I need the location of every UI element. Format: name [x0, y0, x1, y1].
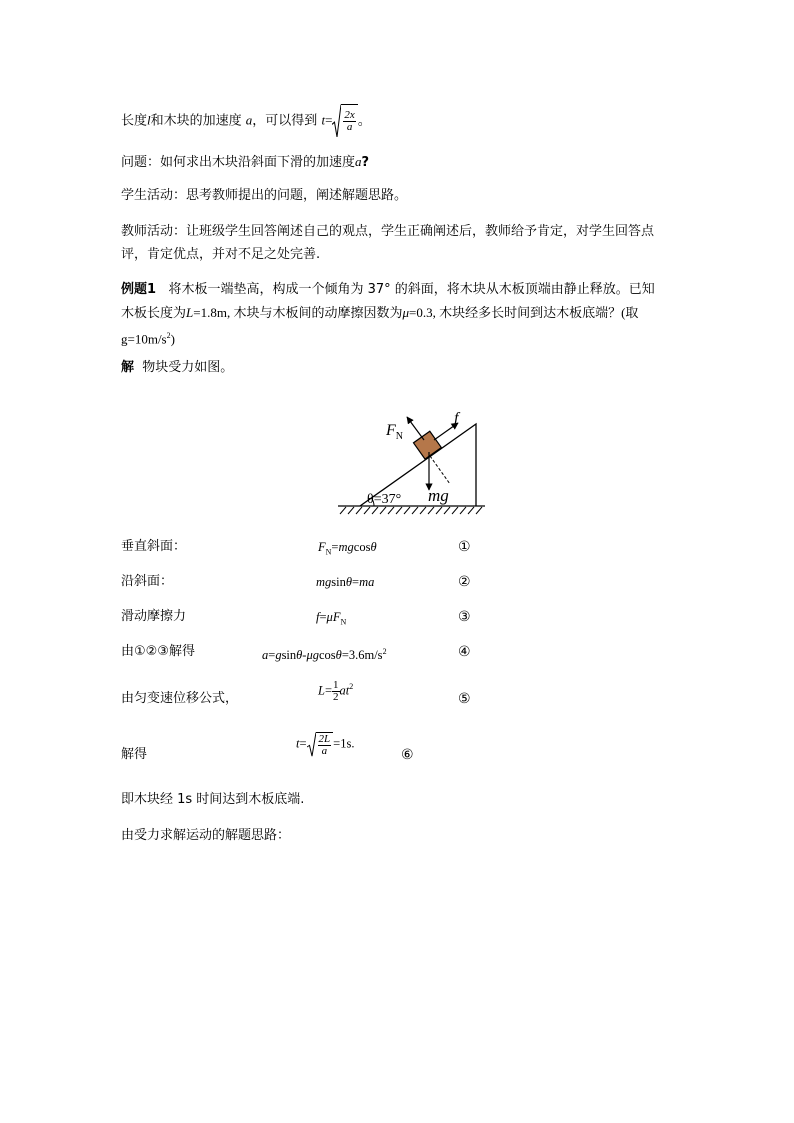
equation-label: 解得	[121, 747, 148, 762]
fraction	[343, 110, 355, 133]
example-line-3	[121, 326, 175, 349]
fraction-denominator: a	[346, 121, 353, 133]
sqrt-formula	[332, 104, 357, 138]
equation-number: ②	[458, 574, 471, 590]
fraction-denominator: 2	[333, 691, 339, 703]
text: 长度	[121, 113, 148, 129]
superscript: 2	[349, 682, 354, 692]
text: =1.8m, 木块与木板间的动摩擦因数为	[193, 305, 403, 320]
sqrt	[307, 732, 334, 757]
approach-heading: 由受力求解运动的解题思路：	[121, 828, 291, 843]
f-label: f	[454, 410, 459, 427]
var-a: a	[245, 112, 253, 128]
term: at	[339, 683, 350, 698]
text: =0.3, 木块经多长时间到达木板底端？(取	[408, 305, 639, 320]
equation-formula: $F_N=mgcos\theta$	[318, 540, 377, 557]
example-text: 将木板一端垫高，构成一个倾角为 37° 的斜面，将木块从木板顶端由静止释放。已知	[168, 282, 655, 297]
fraction-numerator: 2x	[344, 109, 355, 121]
wooden-block	[413, 431, 441, 459]
fraction-denominator: a	[321, 745, 328, 757]
text: 和木块的加速度	[150, 113, 242, 129]
var-L: L	[318, 683, 325, 698]
equation-formula: mgsinθ=ma	[316, 575, 375, 589]
angle-label: θ=37°	[367, 492, 402, 507]
equation-number: ④	[458, 644, 471, 660]
equation-formula	[296, 732, 354, 757]
equation-formula: $a=gsin\theta-\mu gcos\theta=3.6m/s^2$	[262, 647, 387, 663]
equation-number: ⑥	[401, 747, 414, 763]
equation-4	[121, 641, 521, 663]
fraction	[332, 680, 340, 703]
equation-2	[121, 571, 521, 593]
var-l: l	[147, 112, 151, 128]
solution-text: 物块受力如图。	[142, 360, 234, 375]
fraction-numerator: 1	[333, 679, 339, 691]
equation-label: 沿斜面：	[121, 574, 174, 589]
equals: =	[325, 112, 333, 128]
equation-6	[121, 733, 521, 766]
fn-label: $F_N$	[386, 422, 404, 442]
equation-label: 由匀变速位移公式，	[121, 691, 239, 706]
equation-1	[121, 536, 521, 558]
text: 。	[357, 113, 371, 129]
var-a: a	[355, 154, 362, 169]
ground-hatching	[340, 507, 482, 514]
equals: =	[299, 736, 307, 751]
mg-label: mg	[428, 486, 449, 505]
student-activity: 学生活动：思考教师提出的问题，阐述解题思路。	[121, 188, 408, 203]
equation-formula: $f=\mu F_N$	[316, 610, 347, 627]
dashed-normal	[430, 456, 450, 484]
equation-number: ⑤	[458, 691, 471, 707]
question-text: 问题：如何求出木块沿斜面下滑的加速度	[121, 155, 356, 170]
teacher-activity-line-2: 评，肯定优点，并对不足之处完善.	[121, 247, 321, 262]
text: )	[170, 331, 175, 347]
text: 木板长度为	[121, 306, 187, 321]
radical-sign	[307, 732, 316, 757]
example-label: 例题1	[121, 282, 157, 297]
equation-number: ①	[458, 539, 471, 555]
equation-3	[121, 606, 521, 628]
equation-number: ③	[458, 609, 471, 625]
intro-line	[121, 104, 371, 136]
superscript: 2	[166, 331, 171, 340]
force-diagram	[330, 400, 500, 520]
equation-5	[121, 679, 521, 710]
text: ，可以得到	[252, 113, 318, 129]
question-mark: ?	[361, 155, 370, 170]
radical-sign	[332, 104, 341, 138]
solution-label: 解	[121, 360, 135, 375]
var-t: t	[321, 112, 326, 128]
equation-formula	[318, 680, 353, 703]
example-line-2	[121, 303, 638, 324]
question-line	[121, 152, 369, 173]
equation-label: 垂直斜面：	[121, 539, 187, 554]
var-mu: μ	[402, 305, 409, 320]
example-line-1	[121, 280, 655, 300]
fraction-numerator: 2L	[318, 733, 331, 745]
equation-label: 滑动摩擦力	[121, 609, 187, 624]
solution-line	[121, 358, 233, 378]
var-t: t	[296, 736, 300, 751]
equals: =	[324, 683, 333, 698]
result: =1s.	[333, 736, 355, 751]
teacher-activity-line-1: 教师活动：让班级学生回答阐述自己的观点，学生正确阐述后，教师给予肯定，对学生回答点	[121, 224, 655, 239]
fraction	[318, 734, 332, 757]
var-L: L	[186, 305, 194, 320]
equation-label: 由①②③解得	[121, 644, 195, 659]
conclusion: 即木块经 1s 时间达到木板底端.	[121, 792, 305, 807]
normal-force-arrow	[407, 417, 424, 440]
text: g=10m/s	[121, 331, 167, 347]
